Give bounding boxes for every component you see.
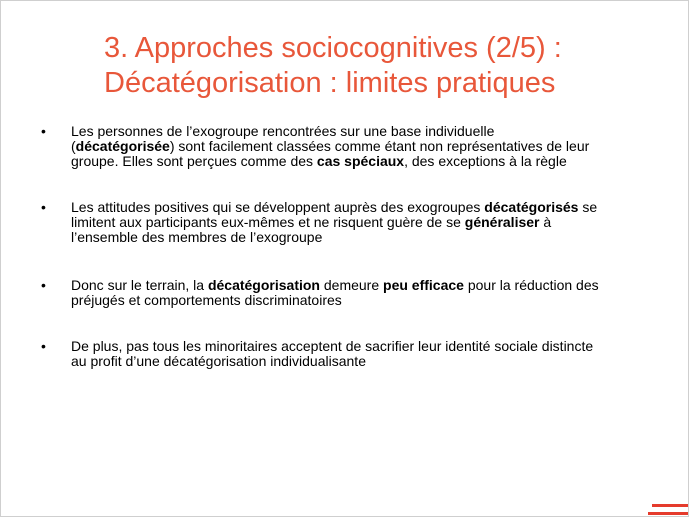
- bullet-dot-icon: •: [41, 338, 46, 354]
- bullet-line: De plus, pas tous les minoritaires acceptent de sacrifier leur identité sociale distincte: [71, 338, 594, 354]
- bullet-dot-icon: •: [41, 199, 46, 215]
- bullet-dot-icon: •: [41, 123, 46, 139]
- bullet-text: [71, 200, 661, 245]
- bullet-line: Les attitudes positives qui se développent auprès des exogroupes décatégorisés se: [71, 199, 598, 215]
- bullet-line: préjugés et comportements discriminatoires: [71, 292, 342, 308]
- bold-term: décatégorisés: [484, 199, 579, 215]
- bullet-line: (décatégorisée) sont facilement classées comme étant non représentatives de leur: [71, 138, 590, 154]
- bullet-line: limitent aux participants eux-mêmes et ne risquent guère de se généraliser à: [71, 214, 552, 230]
- accent-bar: [648, 512, 688, 515]
- bold-term: peu efficace: [383, 277, 464, 293]
- bold-term: cas spéciaux: [316, 153, 405, 169]
- bullet-line: l’ensemble des membres de l’exogroupe: [71, 229, 323, 245]
- slide-title-line-1: 3. Approches sociocognitives (2/5) :: [104, 32, 562, 64]
- bullet-text: [71, 124, 661, 169]
- bullet-line: Donc sur le terrain, la décatégorisation demeure peu efficace pour la réduction des: [71, 277, 599, 293]
- bold-term: décatégorisée: [75, 138, 170, 154]
- accent-bars-decoration: [648, 502, 688, 516]
- bullet-dot-icon: •: [41, 277, 46, 293]
- bullet-line: groupe. Elles sont perçues comme des cas spéciaux, des exceptions à la règle: [71, 153, 567, 169]
- bold-term: généraliser: [464, 214, 540, 230]
- bullet-line: Les personnes de l’exogroupe rencontrées sur une base individuelle: [71, 123, 495, 139]
- slide-title-line-2: Décatégorisation : limites pratiques: [104, 67, 556, 99]
- bullet-text: [71, 278, 661, 308]
- accent-bar: [652, 504, 688, 507]
- bullet-text: [71, 339, 661, 369]
- bullet-line: au profit d’une décatégorisation individualisante: [71, 353, 366, 369]
- bold-term: décatégorisation: [207, 277, 320, 293]
- bullet-list: [1, 1, 688, 516]
